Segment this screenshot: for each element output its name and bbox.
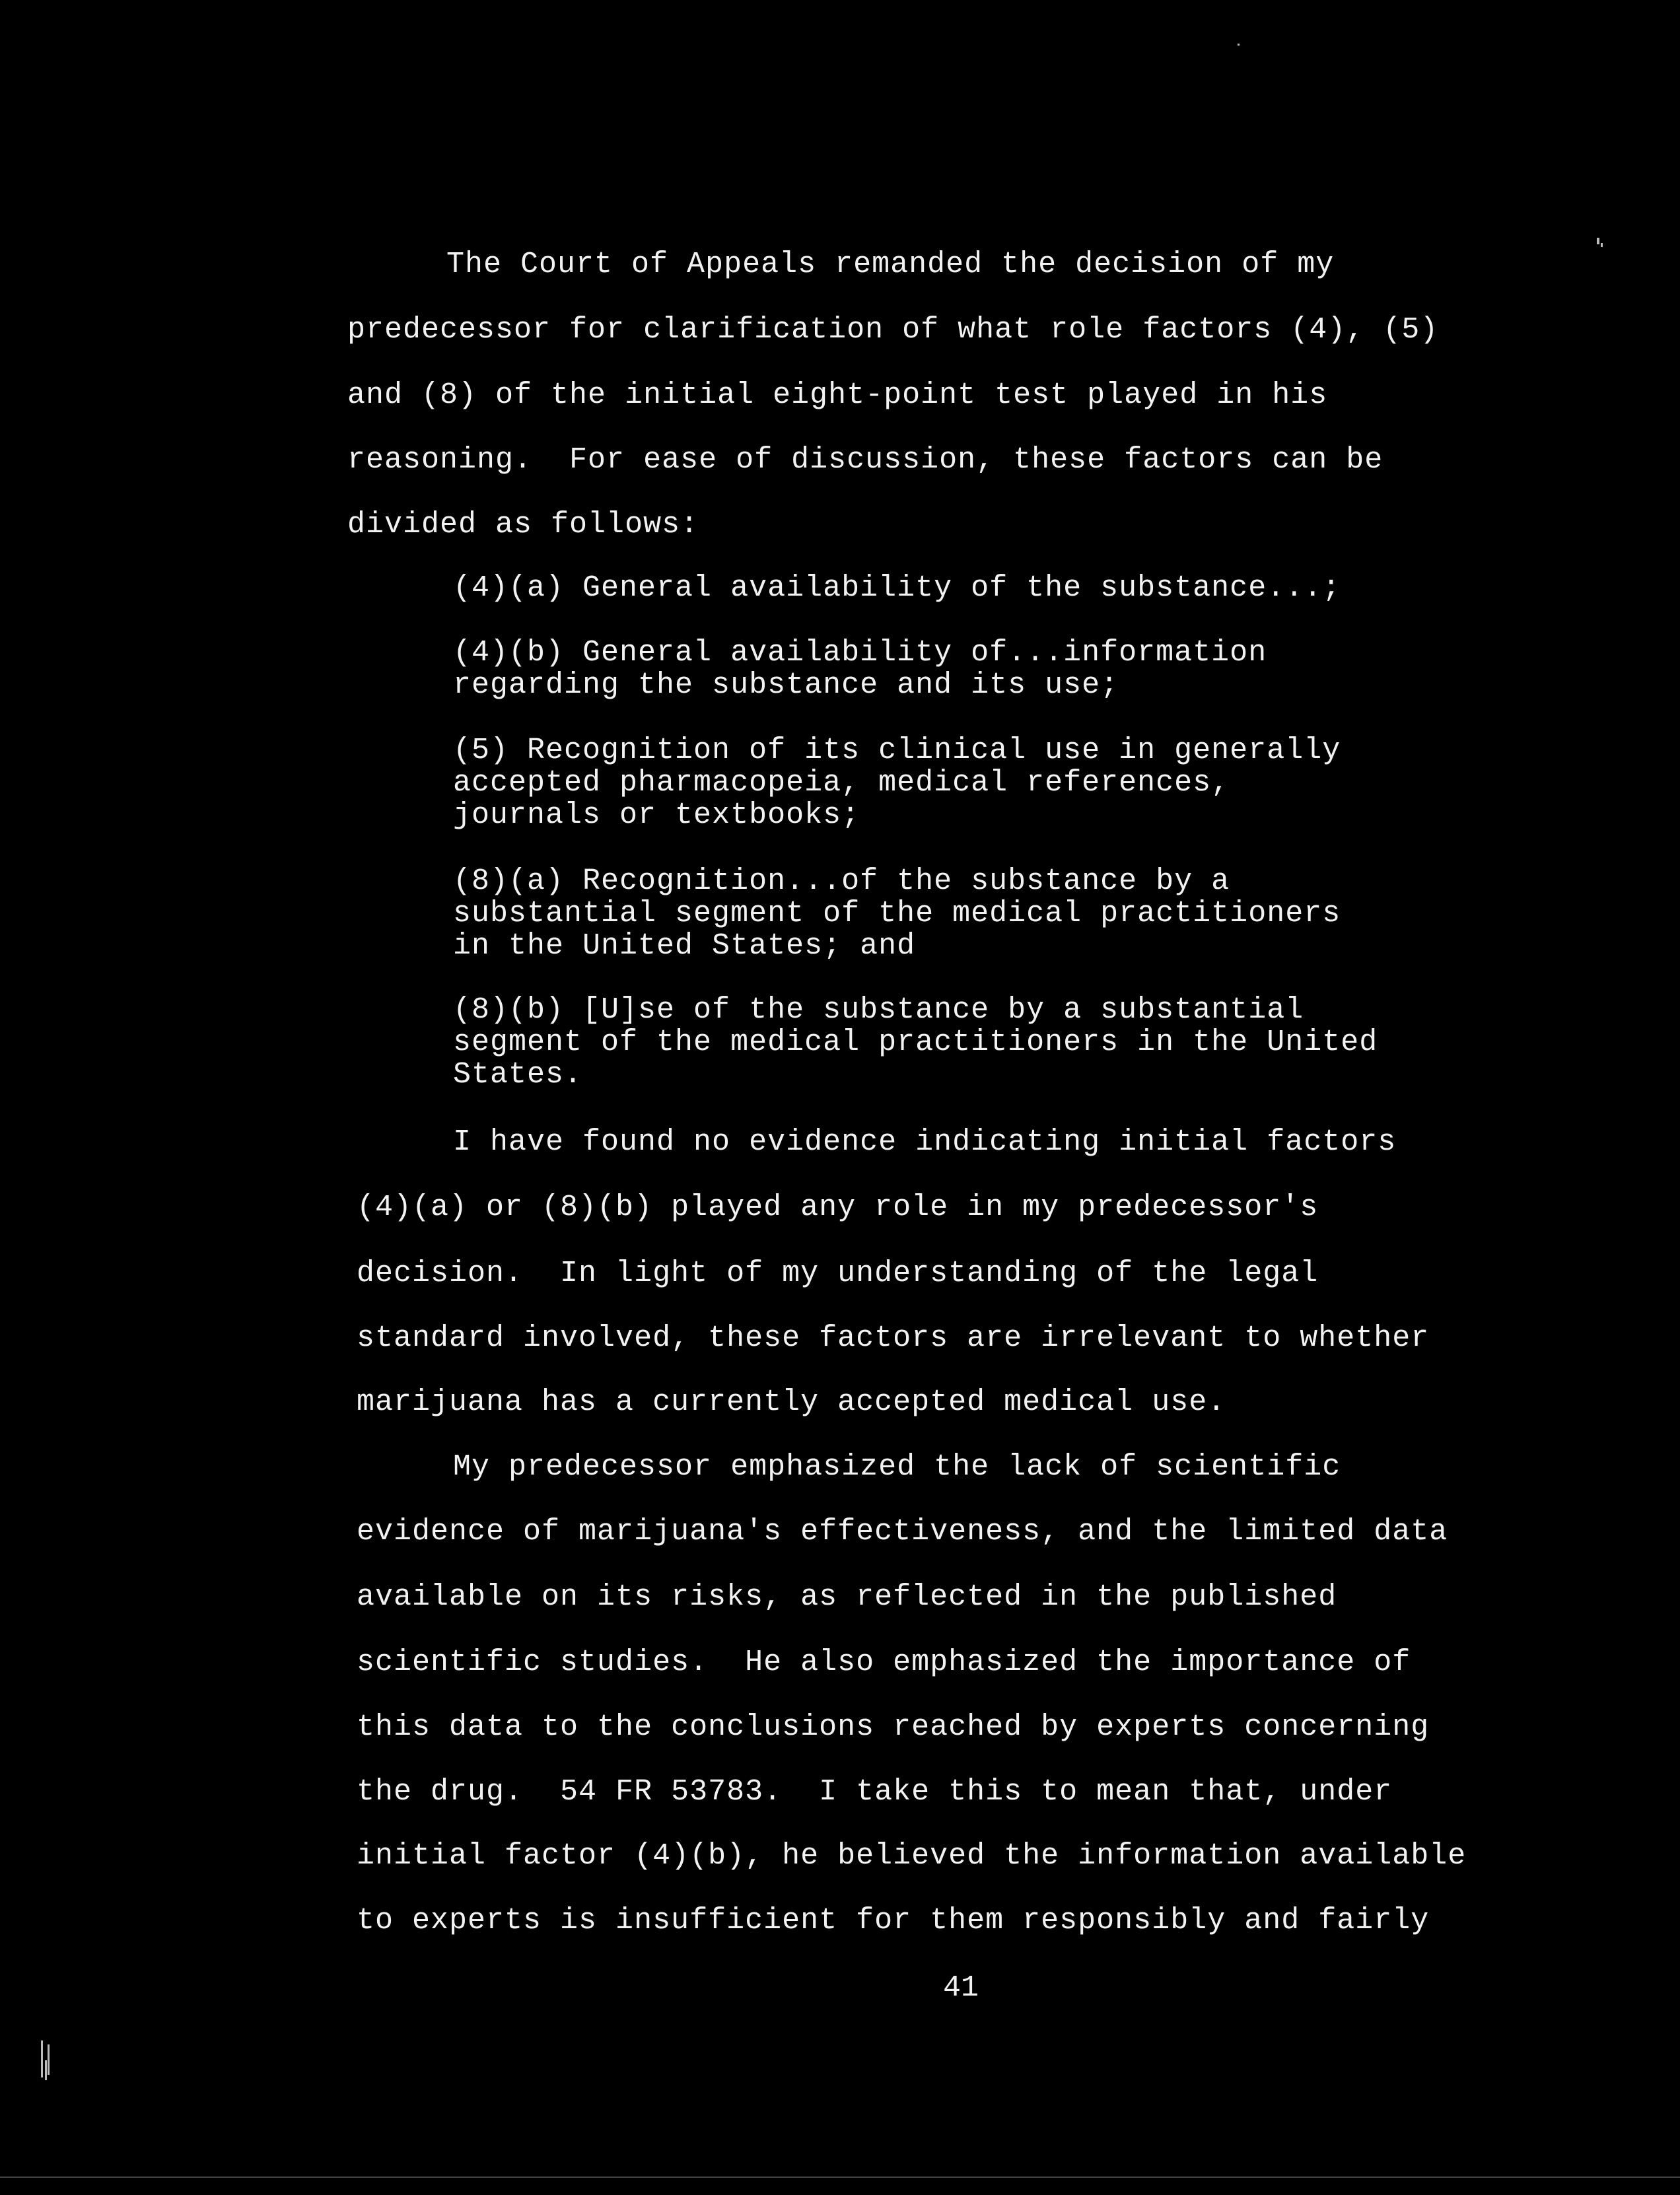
scan-speck	[41, 2040, 43, 2077]
factor-8b: (8)(b) [U]se of the substance by a substantial segment of the medical practitioners in the United States.	[453, 993, 1378, 1092]
text-line: decision. In light of my understanding of the legal	[357, 1257, 1319, 1290]
text-line: marijuana has a currently accepted medical use.	[357, 1385, 1226, 1419]
factor-4a: (4)(a) General availability of the substance...;	[453, 571, 1341, 605]
scan-speck	[48, 2044, 50, 2075]
scan-speck	[45, 2060, 47, 2080]
factor-4b: (4)(b) General availability of...information regarding the substance and its use;	[453, 636, 1267, 702]
factor-8a: (8)(a) Recognition...of the substance by a substantial segment of the medical practitioners in the United States; and	[453, 864, 1341, 963]
text-line: and (8) of the initial eight-point test played in his	[347, 378, 1328, 412]
scan-speck	[0, 2177, 1680, 2178]
text-line: available on its risks, as reflected in the published	[357, 1580, 1337, 1614]
text-line: initial factor (4)(b), he believed the information available	[357, 1839, 1467, 1873]
text-line: My predecessor emphasized the lack of scientific	[453, 1450, 1341, 1484]
text-line: divided as follows:	[347, 508, 699, 541]
text-line: standard involved, these factors are irrelevant to whether	[357, 1321, 1430, 1355]
text-line: (4)(a) or (8)(b) played any role in my predecessor's	[357, 1191, 1319, 1224]
text-line: evidence of marijuana's effectiveness, and the limited data	[357, 1515, 1448, 1549]
text-line: I have found no evidence indicating initial factors	[453, 1125, 1397, 1159]
text-line: scientific studies. He also emphasized the importance of	[357, 1646, 1411, 1679]
text-line: predecessor for clarification of what role factors (4), (5)	[347, 313, 1439, 347]
text-line: the drug. 54 FR 53783. I take this to mean that, under	[357, 1775, 1393, 1809]
text-line: this data to the conclusions reached by experts concerning	[357, 1710, 1430, 1744]
scan-speck	[1597, 238, 1599, 244]
page-number: 41	[943, 1971, 979, 2005]
text-line: reasoning. For ease of discussion, these factors can be	[347, 443, 1383, 477]
factor-5: (5) Recognition of its clinical use in generally accepted pharmacopeia, medical references, journals or textbooks;	[453, 734, 1341, 832]
scan-speck	[1238, 44, 1240, 46]
text-line: to experts is insufficient for them responsibly and fairly	[357, 1904, 1430, 1937]
text-line: The Court of Appeals remanded the decision of my	[446, 248, 1335, 281]
scan-speck	[1601, 243, 1603, 247]
